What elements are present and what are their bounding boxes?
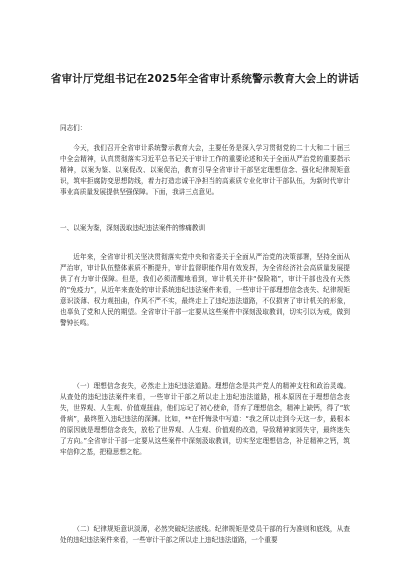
subsection-paragraph-2: （二）纪律规矩意识淡薄，必然突破纪法底线。纪律规矩是党员干部的行为准则和底线，从查处的违纪违法案件来看，一些审计干部之所以走上违纪违法道路，一个重要 — [60, 525, 350, 544]
document-title: 省审计厅党组书记在2025年全省审计系统警示教育大会上的讲话 — [50, 73, 360, 85]
body-paragraph: 近年来，全省审计机关坚决贯彻落实党中央和省委关于全面从严治党的决策部署，坚持全面从严治审，审计队伍整体素质不断提升，审计监督职能作用有效发挥，为全省经济社会高质量发展提供了有力审计保障。但是，我们必须清醒地看到，审计机关并非“保险箱”，审计干部也没有天然的“免疫力”，从近年来查处的审计系统违纪违法案件来看，一些审计干部理想信念丧失、纪律规矩意识淡薄、权力观扭曲，作风不严不实，最终走上了违纪违法道路，不仅损害了审计机关的形象，也辜负了党和人民的期望。全省审计干部一定要从这些案件中深刻汲取教训，切实引以为戒，做到警钟长鸣。 — [60, 253, 350, 327]
subsection-paragraph-1: （一）理想信念丧失，必然走上违纪违法道路。理想信念是共产党人的精神支柱和政治灵魂。从查处的违纪违法案件来看，一些审计干部之所以走上违纪违法道路，根本原因在于理想信念丧失，世界观、人生观、价值观扭曲，他们忘记了初心使命，背弃了理想信念，精神上缺钙，得了“软骨病”，最终堕入违纪违法的深渊。比如，**在忏悔录中写道：“我之所以走到今天这一步，最根本的原因就是理想信念丧失，放松了世界观、人生观、价值观的改造，导致精神家园失守，最终迷失了方向。”全省审计干部一定要从这些案件中深刻汲取教训，切实坚定理想信念，补足精神之钙，筑牢信仰之基，把稳思想之舵。 — [60, 382, 350, 456]
section-heading: 一、以案为鉴，深刻汲取违纪违法案件的惨痛教训 — [60, 224, 206, 232]
intro-paragraph: 今天，我们召开全省审计系统警示教育大会，主要任务是深入学习贯彻党的二十大和二十届三中全会精神，认真贯彻落实习近平总书记关于审计工作的重要论述和关于全面从严治党的重要指示精神，以案为鉴、以案促改、以案促治，教育引导全省审计干部坚定理想信念、强化纪律规矩意识，筑牢拒腐防变思想防线，着力打造忠诚干净担当的高素质专业化审计干部队伍，为新时代审计事业高质量发展提供坚强保障。下面，我讲三点意见。 — [60, 144, 350, 196]
greeting: 同志们： — [60, 124, 87, 132]
